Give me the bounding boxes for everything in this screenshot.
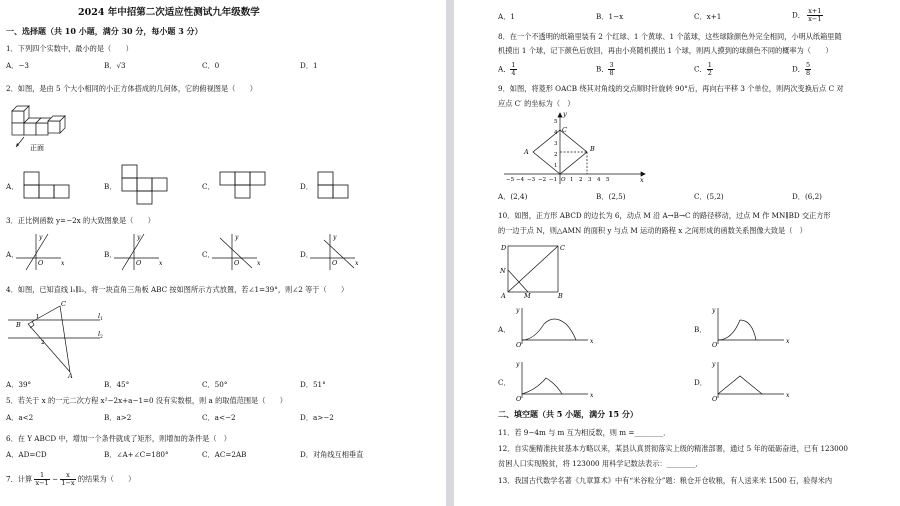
q3-option-c: C． xyxy=(202,250,215,259)
svg-text:O: O xyxy=(516,341,522,349)
q9-ytick-2: 2 xyxy=(554,152,558,158)
svg-text:x: x xyxy=(786,392,790,399)
q8-stem-line1: 8．在一个不透明的纸箱里装有 2 个红球、1 个黄球、1 个蓝球，这些球除颜色外完全相同，小明从纸箱里随 xyxy=(498,32,842,41)
q10-option-b-graph xyxy=(712,306,792,348)
q7-option-d-label: D． xyxy=(792,10,805,20)
q8-b-fraction xyxy=(608,62,614,77)
svg-text:O: O xyxy=(136,259,142,267)
q9-point-b: B xyxy=(590,145,595,153)
q8-option-a xyxy=(498,62,517,77)
q10-option-d-graph xyxy=(712,360,792,402)
q8-a-num: 1 xyxy=(511,61,516,69)
q7-fraction-1 xyxy=(34,472,49,487)
svg-text:2: 2 xyxy=(100,335,103,340)
q9-option-d: D．(6,2) xyxy=(792,192,822,201)
q9-stem-line2: 应点 C′ 的坐标为（ ） xyxy=(498,99,575,108)
q2-solid-figure xyxy=(8,99,78,154)
q13-stem: 13．我国古代数学名著《九章算术》中有“米谷粒分”题：粮仓开仓收粮，有人送来米 1500 石，验得米内 xyxy=(498,476,833,485)
q7-frac2-num: x xyxy=(60,472,75,480)
q8-a-den: 4 xyxy=(511,69,516,77)
q5-option-d: D．a>−2 xyxy=(300,413,334,422)
q7-d-num: x+1 xyxy=(808,7,822,15)
q2-option-d: D． xyxy=(300,182,313,191)
q1-stem: 1．下列四个实数中，最小的是（ ） xyxy=(6,44,133,53)
svg-text:x: x xyxy=(590,392,594,399)
q9-ytick-3: 3 xyxy=(554,141,558,147)
q10-square-figure xyxy=(500,242,570,300)
q3-option-a: A． xyxy=(6,250,19,259)
section-choice-heading: 一、选择题（共 10 小题，满分 30 分，每小题 3 分） xyxy=(6,26,203,36)
q8-a-label: A． xyxy=(498,64,511,74)
q9-xtick-1: −5 xyxy=(506,177,515,183)
q4-option-b: B．45° xyxy=(104,380,130,389)
q8-b-num: 3 xyxy=(609,61,614,69)
q5-option-c: C．a<−2 xyxy=(202,413,236,422)
svg-text:1: 1 xyxy=(36,314,40,320)
q12-stem-line2: 贫困人口实现脱贫，将 123000 用科学记数法表示：________． xyxy=(498,459,703,468)
q7-stem-suffix: 的结果为（ ） xyxy=(77,474,136,484)
q4-option-c: C．50° xyxy=(202,380,228,389)
svg-text:O: O xyxy=(332,259,338,267)
q9-y-tick-labels xyxy=(554,119,558,169)
q10-sq-a: A xyxy=(501,292,506,300)
svg-text:C: C xyxy=(61,300,66,308)
q6-stem: 6．在 Y ABCD 中，增加一个条件就成了矩形，则增加的条件是（ ） xyxy=(6,434,231,443)
svg-text:y: y xyxy=(137,234,141,241)
svg-text:A: A xyxy=(68,372,73,380)
q7-option-b: B．1−x xyxy=(596,12,624,21)
q10-sq-n: N xyxy=(500,267,506,275)
q3-option-b-graph xyxy=(114,232,169,272)
q10-sq-m: M xyxy=(524,292,531,300)
svg-text:x: x xyxy=(786,338,790,345)
q9-ytick-1: 1 xyxy=(554,163,558,169)
q10-stem-line1: 10．如图，正方形 ABCD 的边长为 6，动点 M 沿 A→B→C 的路径移动，过点 M 作 MN∥BD 交正方形 xyxy=(498,211,831,220)
q5-stem: 5．若关于 x 的一元二次方程 x²−2x+a−1=0 没有实数根，则 a 的取值范围是（ ） xyxy=(6,396,287,405)
q8-option-b xyxy=(596,62,615,77)
svg-text:l: l xyxy=(98,312,101,320)
q8-c-den: 2 xyxy=(707,69,712,77)
q8-d-num: 5 xyxy=(805,61,811,69)
svg-text:l: l xyxy=(98,330,101,338)
q1-option-b: B．√3 xyxy=(104,61,126,70)
q6-option-c: C．AC=2AB xyxy=(202,450,247,459)
svg-text:O: O xyxy=(712,341,718,349)
q3-option-a-graph xyxy=(16,232,71,272)
q8-b-den: 8 xyxy=(609,69,614,77)
q8-stem-line2: 机摸出 1 个球，记下颜色后放回，再由小亮随机摸出 1 个球，则两人摸到的球颜色不同的概率为（ ） xyxy=(498,46,833,55)
q3-option-b: B． xyxy=(104,250,117,259)
q10-option-c-graph xyxy=(516,360,596,402)
q9-point-a: A xyxy=(524,148,529,156)
svg-text:y: y xyxy=(712,307,716,314)
q9-axis-y: y xyxy=(563,110,567,118)
q9-option-b: B．(2,5) xyxy=(596,192,626,201)
q8-option-d xyxy=(792,62,811,77)
svg-text:2: 2 xyxy=(41,340,45,346)
q3-stem: 3．正比例函数 y=−2x 的大致图象是（ ） xyxy=(6,216,155,225)
svg-text:y: y xyxy=(235,234,239,241)
q2-option-a-figure xyxy=(22,170,72,200)
q8-c-fraction xyxy=(707,62,713,77)
q1-option-a: A．−3 xyxy=(6,61,29,70)
svg-text:x: x xyxy=(355,260,359,267)
q12-stem-line1: 12．自实施精准扶贫基本方略以来，某县认真贯彻落实上级的精准部署，通过 5 年的砥砺奋进，已有 123000 xyxy=(498,444,848,453)
q9-option-c: C．(5,2) xyxy=(694,192,724,201)
page-left xyxy=(0,0,446,506)
svg-text:O: O xyxy=(234,259,240,267)
q8-d-label: D． xyxy=(792,64,805,74)
q7-frac1-num: 1 xyxy=(34,472,49,480)
q8-c-num: 1 xyxy=(707,61,712,69)
svg-text:y: y xyxy=(516,307,520,314)
q7-stem xyxy=(6,472,135,487)
q2-option-b: B． xyxy=(104,182,117,191)
page-gutter xyxy=(446,0,454,506)
q9-xtick-4: −2 xyxy=(538,177,547,183)
q7-frac2-den: 1−x xyxy=(61,479,75,487)
q2-front-label: 正面 xyxy=(30,144,44,152)
q7-frac1-den: x−1 xyxy=(35,479,49,487)
q9-stem-line1: 9．如图，将菱形 OACB 绕其对角线的交点顺时针旋转 90°后，再向右平移 3 个单位，则两次变换后点 C 对 xyxy=(498,84,844,93)
q11-stem: 11．若 9−4m 与 m 互为相反数，则 m =________． xyxy=(498,428,671,437)
q10-option-c: C． xyxy=(498,378,511,387)
q10-option-d: D． xyxy=(694,378,707,387)
q8-d-fraction xyxy=(805,62,811,77)
q8-a-fraction xyxy=(510,62,516,77)
q9-ytick-4: 4 xyxy=(554,130,558,136)
q9-xtick-2: −4 xyxy=(516,177,525,183)
svg-text:O: O xyxy=(516,395,522,403)
q5-option-b: B．a>2 xyxy=(104,413,132,422)
q8-d-den: 8 xyxy=(805,69,811,77)
q9-xtick-7: 1 xyxy=(570,177,574,183)
q7-option-d-fraction xyxy=(807,8,822,23)
q8-option-c xyxy=(694,62,713,77)
q4-stem: 4．如图，已知直线 l₁∥l₂，将一块直角三角板 ABC 按如图所示方式放置，若∠1=39°，则∠2 等于（ ） xyxy=(6,285,349,294)
q7-fraction-2 xyxy=(60,472,75,487)
svg-text:y: y xyxy=(712,361,716,368)
q6-option-d: D．对角线互相垂直 xyxy=(300,450,364,459)
q9-origin-label: O xyxy=(561,177,566,183)
svg-text:B: B xyxy=(16,321,21,329)
q2-option-a: A． xyxy=(6,182,19,191)
page-right xyxy=(454,0,900,506)
q10-stem-line2: 的一边于点 N，则△AMN 的面积 y 与点 M 运动的路程 x 之间形成的函数关系图像大致是（ ） xyxy=(498,226,807,235)
q3-option-c-graph xyxy=(212,232,267,272)
q7-d-den: x−1 xyxy=(808,15,822,23)
svg-text:y: y xyxy=(333,234,337,241)
svg-text:1: 1 xyxy=(100,317,103,322)
q10-sq-c: C xyxy=(560,244,565,252)
q9-xtick-9: 3 xyxy=(588,177,592,183)
q9-x-tick-labels xyxy=(506,177,610,183)
svg-text:x: x xyxy=(61,260,65,267)
q4-triangle-figure xyxy=(8,300,118,380)
q2-option-b-figure xyxy=(120,163,170,208)
svg-text:x: x xyxy=(257,260,261,267)
svg-text:O: O xyxy=(38,259,44,267)
q4-option-d: D．51° xyxy=(300,380,326,389)
q9-xtick-3: −3 xyxy=(527,177,536,183)
svg-text:y: y xyxy=(39,234,43,241)
q7-stem-prefix: 7．计算 xyxy=(6,474,33,484)
q10-option-b: B． xyxy=(694,325,707,334)
q9-xtick-5: −1 xyxy=(549,177,558,183)
q1-option-c: C．0 xyxy=(202,61,220,70)
svg-text:x: x xyxy=(159,260,163,267)
q8-c-label: C． xyxy=(694,64,707,74)
section-fill-heading: 二、填空题（共 5 小题，满分 15 分） xyxy=(498,409,638,419)
q7-option-c: C．x+1 xyxy=(694,12,722,21)
q9-axis-x: x xyxy=(640,176,644,184)
svg-text:y: y xyxy=(516,361,520,368)
q1-option-d: D．1 xyxy=(300,61,318,70)
q9-ytick-5: 5 xyxy=(554,119,558,125)
q10-option-a: A． xyxy=(498,325,511,334)
q7-option-d xyxy=(792,8,823,23)
q6-option-b: B．∠A+∠C=180° xyxy=(104,450,169,459)
q10-sq-d: D xyxy=(501,244,507,252)
q2-option-c-figure xyxy=(218,170,273,205)
q7-option-a: A．1 xyxy=(498,12,515,21)
q3-option-d-graph xyxy=(310,232,365,272)
q5-option-a: A．a<2 xyxy=(6,413,34,422)
q2-option-d-figure xyxy=(316,170,361,205)
q2-stem: 2．如图，是由 5 个大小相同的小正方体搭成的几何体，它的俯视图是（ ） xyxy=(6,84,257,93)
q6-option-a: A．AD=CD xyxy=(6,450,47,459)
q10-sq-b: B xyxy=(558,292,563,300)
q10-option-a-graph xyxy=(516,306,596,348)
svg-text:x: x xyxy=(590,338,594,345)
q7-minus: − xyxy=(51,474,59,484)
q4-option-a: A．39° xyxy=(6,380,32,389)
q3-option-d: D． xyxy=(300,250,313,259)
page-title: 2024 年中招第二次适应性测试九年级数学 xyxy=(78,7,260,18)
q9-xtick-11: 5 xyxy=(606,177,610,183)
q8-b-label: B． xyxy=(596,64,609,74)
q9-point-c: C xyxy=(562,126,567,134)
q9-option-a: A．(2,4) xyxy=(498,192,528,201)
q9-rhombus-graph xyxy=(500,110,650,185)
q9-xtick-8: 2 xyxy=(579,177,583,183)
q2-option-c: C． xyxy=(202,182,215,191)
q9-xtick-10: 4 xyxy=(597,177,601,183)
svg-text:O: O xyxy=(712,395,718,403)
